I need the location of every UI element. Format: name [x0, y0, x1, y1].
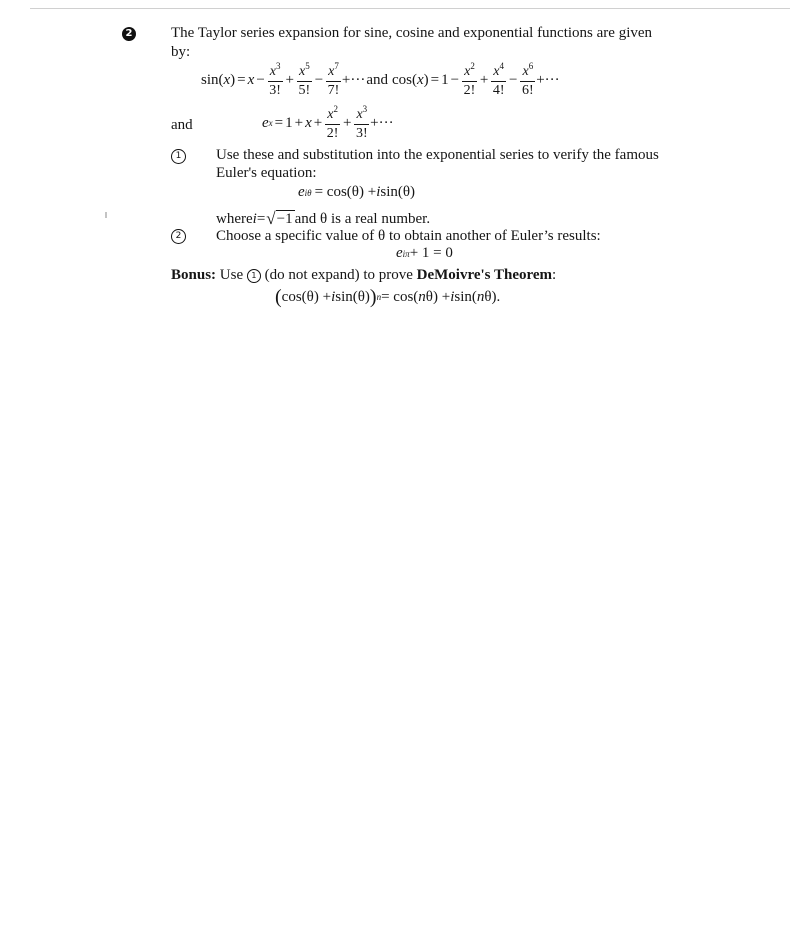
and-connector: and [366, 71, 388, 88]
where-line: where i = √ −1 and θ is a real number. [216, 209, 431, 228]
cos-term-6: $\frac{x^6}{6!}$ [522, 61, 534, 98]
intro-line-1: The Taylor series expansion for sine, cosine and exponential functions are given [171, 25, 653, 41]
part-1-marker: 1 [171, 149, 186, 164]
cos-term-2: $\frac{x^2}{2!}$ [463, 61, 476, 98]
problem-number-badge: 2 [122, 27, 136, 41]
sin-series-equation: sin( x ) = x − $\frac{x^3}{3!}$ + $\frac{x^5}{5!}$ − $\frac{x^7}{7!}$ +··· and cos( x ) = 1 − $\frac{x^2}{2!}$ + $\frac{x^4}{4!}$ − $\frac{x^6}{6!}$ +··· [201, 61, 560, 98]
scan-artifact-line [30, 8, 790, 9]
sin-term-3: $\frac{x^3}{3!}$ [269, 61, 281, 98]
exp-term-3: $\frac{x^3}{3!}$ [355, 104, 368, 141]
part-1-line-1: Use these and substitution into the exponential series to verify the famous [216, 147, 659, 163]
exp-series-equation: e x = 1 + x + $\frac{x^2}{2!}$ + $\frac{x^3}{3!}$ +··· [262, 104, 394, 141]
sin-term-7: $\frac{x^7}{7!}$ [327, 61, 340, 98]
scan-artifact-mark [105, 212, 107, 218]
cos-term-4: $\frac{x^4}{4!}$ [492, 61, 505, 98]
bonus-line: Bonus: Use 1 (do not expand) to prove DeMoivre's Theorem: [171, 267, 557, 283]
part-1-line-2: Euler's equation: [216, 165, 317, 181]
sqrt-symbol: √ [266, 209, 276, 228]
euler-identity: e iπ + 1 = 0 [396, 245, 453, 261]
part-2-marker: 2 [171, 229, 186, 244]
demoivre-equation: ( cos(θ) + i sin(θ) ) n = cos( n θ) + i sin( n θ). [275, 286, 501, 308]
euler-equation: e iθ = cos(θ) + i sin(θ) [298, 184, 416, 200]
exp-term-2: $\frac{x^2}{2!}$ [326, 104, 339, 141]
intro-line-2: by: [171, 44, 191, 60]
and-label: and [171, 117, 193, 133]
sin-term-5: $\frac{x^5}{5!}$ [298, 61, 311, 98]
bonus-part-1-marker: 1 [247, 269, 261, 283]
part-2-line: Choose a specific value of θ to obtain another of Euler’s results: [216, 228, 601, 244]
